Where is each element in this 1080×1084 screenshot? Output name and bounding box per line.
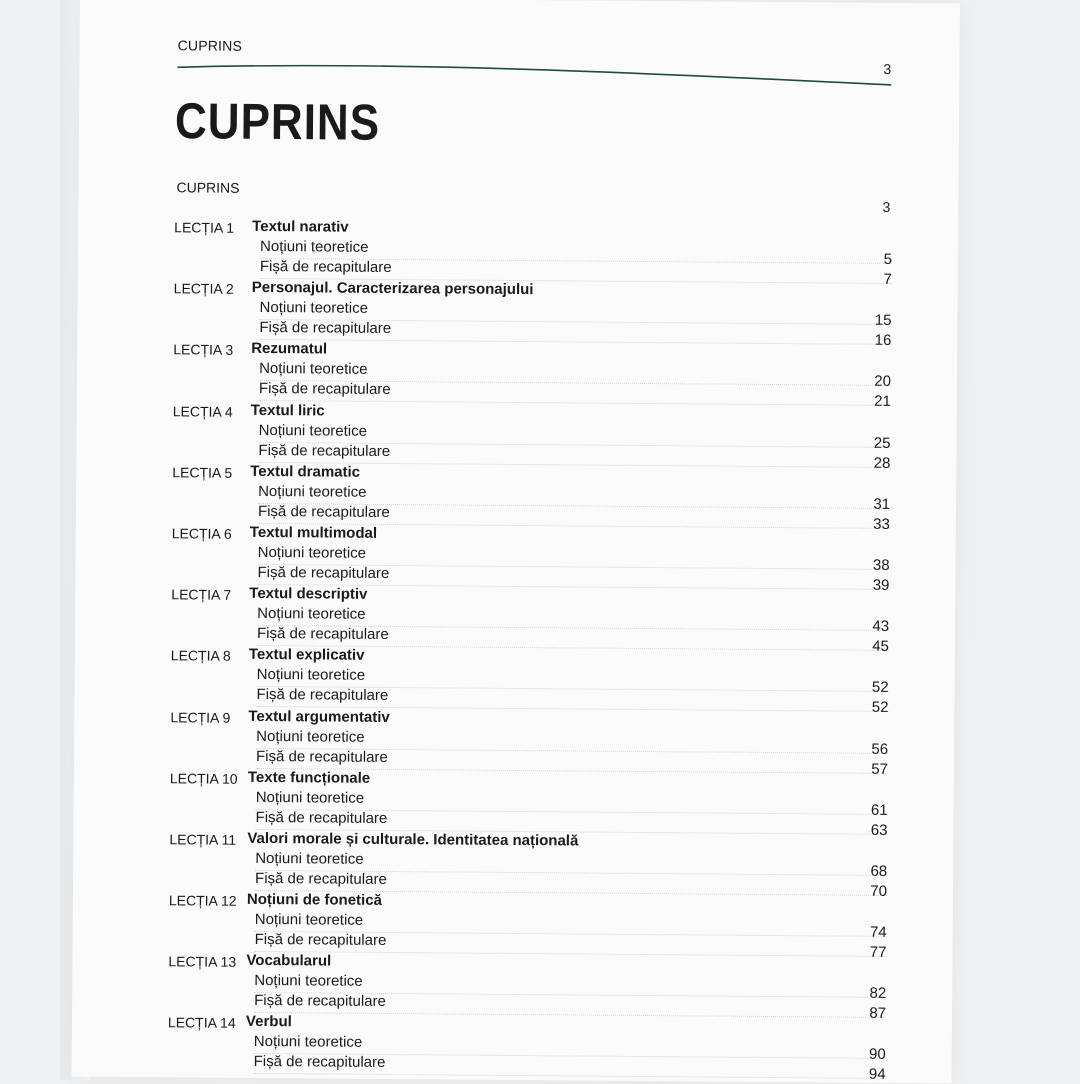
toc-entry-page: 43 <box>872 617 890 636</box>
toc-entry-page: 94 <box>868 1066 886 1084</box>
toc-entry-page: 38 <box>872 556 890 574</box>
toc-entry-label: Noțiuni teoretice <box>256 727 365 746</box>
lesson-number: LECȚIA 6 <box>171 525 232 542</box>
toc-entry-page: 61 <box>870 801 888 819</box>
toc-entry-label: Noțiuni teoretice <box>255 849 364 868</box>
toc-entry-page: 82 <box>869 985 887 1003</box>
toc-entry-page: 20 <box>874 373 892 391</box>
toc-lesson <box>174 217 893 288</box>
lesson-number: LECȚIA 10 <box>169 769 238 787</box>
toc-entry-page: 21 <box>874 393 891 411</box>
toc-entry-page: 74 <box>869 923 887 941</box>
lesson-title: Textul dramatic <box>250 462 361 481</box>
toc-entry-label: Fișă de recapitulare <box>257 563 390 582</box>
toc-entry-label: Fișă de recapitulare <box>256 686 389 705</box>
toc-entry-page: 52 <box>871 699 889 717</box>
lesson-number: LECȚIA 11 <box>169 831 237 848</box>
lesson-title: Verbul <box>245 1013 292 1031</box>
toc-cuprins-label: CUPRINS <box>176 179 240 196</box>
lesson-title: Textul multimodal <box>249 523 378 542</box>
toc-entry-label: Noțiuni teoretice <box>253 1033 363 1052</box>
toc-entry-label: Noțiuni teoretice <box>259 360 368 379</box>
toc-entry-label: Noțiuni teoretice <box>254 911 364 929</box>
lesson-number: LECȚIA 3 <box>173 341 234 359</box>
toc-entry-page: 45 <box>872 637 890 656</box>
toc-entry-page: 77 <box>869 943 887 961</box>
lesson-number: LECȚIA 13 <box>168 953 237 971</box>
toc-entry-page: 90 <box>868 1046 886 1064</box>
lesson-title: Textul narativ <box>252 217 349 236</box>
lesson-title: Personajul. Caracterizarea personajului <box>251 279 534 299</box>
lesson-number: LECȚIA 5 <box>172 464 233 481</box>
toc-entry-label: Fișă de recapitulare <box>255 808 388 827</box>
toc-entry-page: 39 <box>872 576 890 594</box>
toc-entry-page: 25 <box>873 434 891 452</box>
toc-entry-label: Noțiuni teoretice <box>259 237 369 256</box>
header-rule <box>177 59 891 87</box>
toc-lesson <box>167 1013 886 1084</box>
lesson-number: LECȚIA 7 <box>171 586 232 603</box>
toc-entry-page: 56 <box>871 740 889 758</box>
toc-entry-label: Noțiuni teoretice <box>254 972 363 991</box>
toc-entry-label: Fișă de recapitulare <box>259 257 392 276</box>
toc-entry-label: Fișă de recapitulare <box>253 1053 386 1072</box>
toc-entry-label: Noțiuni teoretice <box>259 299 369 318</box>
toc-entry-label: Noțiuni teoretice <box>256 666 366 685</box>
toc-entry-label: Noțiuni teoretice <box>258 482 367 501</box>
document-page <box>72 0 960 1083</box>
toc-entry-label: Fișă de recapitulare <box>254 931 387 950</box>
toc-entry-page: 63 <box>870 821 888 839</box>
lesson-number: LECȚIA 1 <box>174 219 235 236</box>
toc-entry-label: Fișă de recapitulare <box>258 380 391 399</box>
lesson-title: Texte funcționale <box>247 768 371 787</box>
lesson-title: Rezumatul <box>251 340 328 358</box>
toc-entry-page: 70 <box>870 882 888 900</box>
lesson-title: Textul descriptiv <box>249 585 368 603</box>
running-header-title: CUPRINS <box>177 37 243 54</box>
toc-entry-page: 33 <box>873 515 890 533</box>
lesson-title: Valori morale și culturale. Identitatea națională <box>247 829 579 850</box>
toc-entry-page: 15 <box>874 311 892 330</box>
toc-entry-label: Fișă de recapitulare <box>257 502 390 521</box>
toc-entry-page: 52 <box>871 679 889 697</box>
lesson-title: Textul argumentativ <box>248 707 390 726</box>
toc-entry-page: 7 <box>883 270 892 288</box>
toc-entry-page: 87 <box>869 1005 887 1023</box>
lesson-number: LECȚIA 2 <box>173 280 234 297</box>
page-title: CUPRINS <box>174 93 381 152</box>
table-of-contents <box>167 217 893 1084</box>
lesson-title: Textul liric <box>250 401 325 420</box>
lesson-title: Noțiuni de fonetică <box>246 890 382 910</box>
toc-entry-label: Fișă de recapitulare <box>259 319 392 338</box>
toc-entry-label: Fișă de recapitulare <box>255 869 387 888</box>
toc-entry-label: Fișă de recapitulare <box>256 625 389 644</box>
toc-entry-page: 5 <box>883 250 893 268</box>
toc-entry-page: 28 <box>873 454 891 472</box>
toc-entry-label: Fișă de recapitulare <box>255 747 388 766</box>
toc-entry-page: 31 <box>873 495 891 513</box>
toc-entry-label: Noțiuni teoretice <box>257 543 367 562</box>
lesson-number: LECȚIA 9 <box>170 708 231 726</box>
toc-entry-label: Noțiuni teoretice <box>257 605 366 623</box>
running-header-page-number: 3 <box>883 60 892 77</box>
toc-entry-label: Fișă de recapitulare <box>254 992 386 1011</box>
toc-entry-label: Noțiuni teoretice <box>255 788 365 807</box>
toc-entry-page: 57 <box>871 760 889 778</box>
toc-entry-page: 68 <box>870 862 888 880</box>
lesson-number: LECȚIA 14 <box>167 1014 236 1032</box>
toc-cuprins-page: 3 <box>882 198 891 215</box>
toc-entry-label: Fișă de recapitulare <box>258 441 391 460</box>
toc-entry-page: 16 <box>874 331 892 350</box>
lesson-number: LECȚIA 4 <box>172 402 233 420</box>
lesson-number: LECȚIA 12 <box>168 892 237 909</box>
toc-entry <box>253 1053 886 1084</box>
lesson-title: Textul explicativ <box>248 646 365 665</box>
lesson-number: LECȚIA 8 <box>170 647 231 665</box>
lesson-title: Vocabularul <box>246 952 332 970</box>
toc-entry-label: Noțiuni teoretice <box>258 421 368 440</box>
